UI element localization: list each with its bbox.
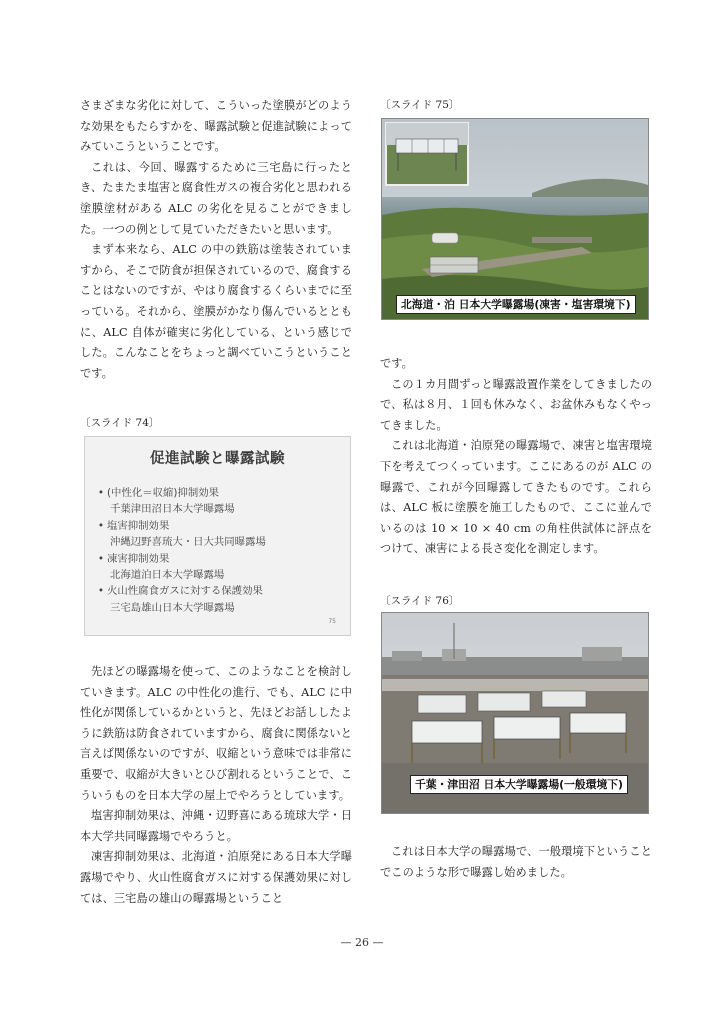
slide-76-photo [381,612,649,814]
list-item-text: 三宅島雄山日本大学曝露場 [110,601,235,614]
list-item [95,485,266,501]
list-item [95,518,266,534]
list-item-text: (中性化＝収縮)抑制効果 [107,487,220,499]
paragraph: 先ほどの曝露場を使って、このようなことを検討していきます。ALC の中性化の進行、でも、ALC に中性化が関係しているかというと、先ほどお話ししたように鉄筋は防食されていますから、腐食に関係ないと言えば関係ないのですが、収縮という意味では非常に重要で、収縮が大きいとひび割れるということで、こういうものを日本大学の屋上でやろうとしています。 [80,665,352,802]
list-item-text: 凍害抑制効果 [107,552,170,565]
left-column-bottom [80,662,352,909]
slide-75-photo [381,118,649,320]
right-column-bottom [380,842,652,883]
slide-74-label: 〔スライド 74〕 [80,417,160,429]
list-item [95,567,266,583]
list-item [95,583,266,599]
paragraph: まず本来なら、ALC の中の鉄筋は塗装されていますから、そこで防食が担保されているので、腐食することはないのですが、やはり腐食するくらいまでに至っている。それから、塗膜がかなり傷んでいるとともに、ALC 自体が確実に劣化している、という感じでした。こんなことをちょっと調べていこうということです。 [80,243,352,380]
list-item-text: 塩害抑制効果 [107,519,170,532]
slide-75-label: 〔スライド 75〕 [380,99,460,111]
list-item [95,534,266,550]
slide-76-label: 〔スライド 76〕 [380,595,460,607]
hokkaido-exposure-site-image [382,119,648,319]
right-column-mid [380,354,652,560]
paragraph: 凍害抑制効果は、北海道・泊原発にある日本大学曝露場でやり、火山性腐食ガスに対する保護効果に対しては、三宅島の雄山の曝露場ということ [80,850,352,905]
paragraph: これは、今回、曝露するために三宅島に行ったとき、たまたま塩害と腐食性ガスの複合劣化と思われる塗膜塗材がある ALC の劣化を見ることができました。一つの例として見ていただきたいと思います。 [80,160,352,236]
paragraph: さまざまな劣化に対して、こういった塗膜がどのような効果をもたらすかを、曝露試験と促進試験によってみていこうということです。 [80,99,352,154]
list-item-text: 火山性腐食ガスに対する保護効果 [107,585,263,598]
bullet-icon: • [97,585,105,598]
slide-74-label-wrap [80,416,352,430]
paragraph: 塩害抑制効果は、沖縄・辺野喜にある琉球大学・日本大学共同曝露場でやろうと。 [80,809,352,843]
bullet-icon: • [97,552,105,565]
bullet-icon: • [97,487,105,499]
paragraph: です。 [380,357,413,370]
bullet-icon: • [97,519,105,532]
slide-74-title: 促進試験と曝露試験 [150,451,285,467]
list-item [95,501,266,517]
list-item [95,551,266,567]
slide-75-caption: 北海道・泊 日本大学曝露場(凍害・塩害環境下) [396,295,636,314]
left-column-top [80,96,352,384]
slide-76-caption: 千葉・津田沼 日本大学曝露場(一般環境下) [410,775,628,794]
slide-74-list [95,485,266,616]
list-item-text: 北海道泊日本大学曝露場 [110,569,225,582]
paragraph: この１カ月間ずっと曝露設置作業をしてきましたので、私は８月、１回も休みなく、お盆休みもなくやってきました。 [380,377,652,432]
slide-74-page-number: 75 [328,618,336,625]
slide-76-label-wrap [380,594,652,608]
slide-74 [84,436,351,636]
page-number: — 26 — [340,936,384,949]
paragraph: これは日本大学の曝露場で、一般環境下ということでこのような形で曝露し始めました。 [380,845,652,879]
paragraph: これは北海道・泊原発の曝露場で、凍害と塩害環境下を考えてつくっています。ここにあるのが ALC の曝露で、これが今回曝露してきたものです。これらは、ALC 板に塗膜を施工したもので、ここに並んでいるのは 10 × 10 × 40 cm の角柱供試体に評点をつけて、凍害による長さ変化を測定します。 [380,439,652,556]
list-item-text: 沖縄辺野喜琉大・日大共同曝露場 [110,536,266,549]
list-item [95,600,266,616]
slide-75-label-wrap [380,98,652,112]
list-item-text: 千葉津田沼日本大学曝露場 [110,503,235,516]
